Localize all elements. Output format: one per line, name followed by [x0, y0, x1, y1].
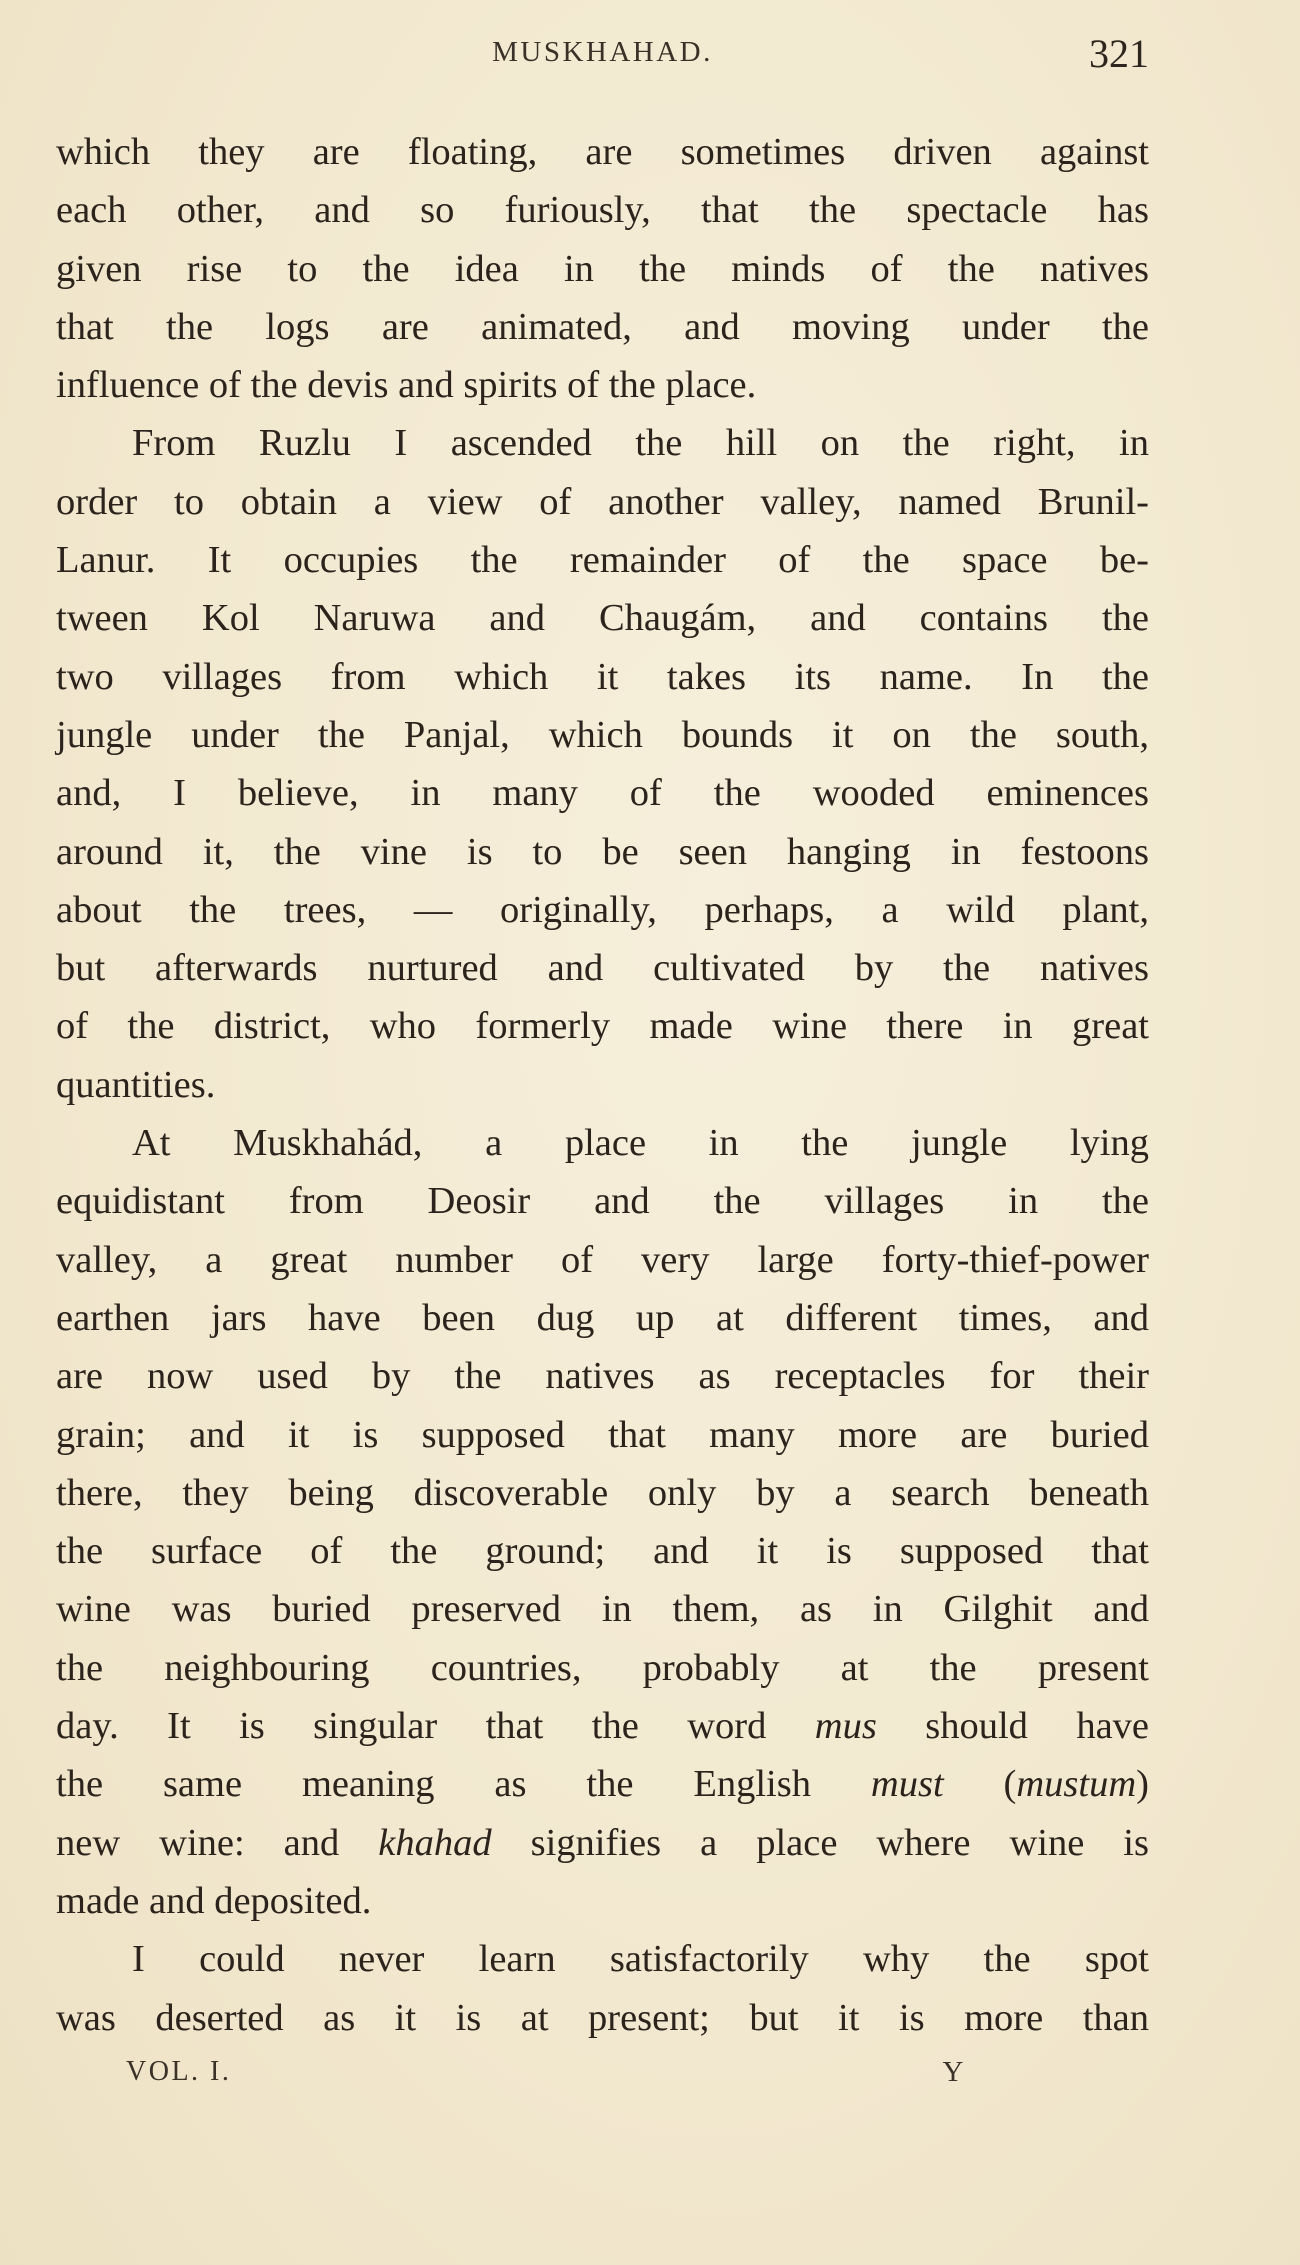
- running-title: MUSKHAHAD.: [492, 36, 713, 68]
- text-line: [56, 473, 1149, 531]
- text-segment: but afterwards nurtured and cultivated by the natives: [56, 947, 1149, 990]
- text-segment: equidistant from Deosir and the villages in the: [56, 1180, 1149, 1223]
- text-line: [56, 997, 1149, 1055]
- text-segment: given rise to the idea in the minds of the natives: [56, 247, 1149, 290]
- text-segment: At Muskhahád, a place in the jungle lying: [132, 1122, 1149, 1165]
- text-line: [56, 1231, 1149, 1289]
- text-line: [56, 939, 1149, 997]
- page-number: 321: [1089, 31, 1149, 76]
- text-line: [56, 298, 1149, 356]
- italic-word: khahad: [378, 1821, 492, 1864]
- italic-word: mus: [814, 1705, 877, 1748]
- text-segment: From Ruzlu I ascended the hill on the right, in: [132, 422, 1149, 465]
- text-segment: and, I believe, in many of the wooded eminences: [56, 772, 1149, 815]
- text-line: [56, 823, 1149, 881]
- text-line: [56, 181, 1149, 239]
- text-line: [56, 881, 1149, 939]
- text-line: [56, 1989, 1149, 2047]
- text-line: [56, 764, 1149, 822]
- text-segment: earthen jars have been dug up at different times, and: [56, 1296, 1149, 1339]
- text-segment: two villages from which it takes its name. In the: [56, 655, 1149, 698]
- text-segment: was deserted as it is at present; but it is more than: [56, 1996, 1149, 2039]
- text-line: [56, 1114, 1149, 1172]
- text-segment: valley, a great number of very large forty-thief-power: [56, 1238, 1149, 1281]
- text-segment: there, they being discoverable only by a search beneath: [56, 1471, 1149, 1514]
- text-line: [56, 531, 1149, 589]
- text-line: [56, 1697, 1149, 1755]
- volume-label: VOL. I.: [126, 2056, 232, 2087]
- text-line: [56, 1814, 1149, 1872]
- text-line: [56, 240, 1149, 298]
- text-segment: that the logs are animated, and moving under the: [56, 305, 1149, 348]
- page-footer: [126, 2056, 966, 2096]
- text-line: [56, 589, 1149, 647]
- text-segment: order to obtain a view of another valley, named Brunil-: [56, 480, 1149, 523]
- text-line: [56, 1464, 1149, 1522]
- text-segment: jungle under the Panjal, which bounds it on the south,: [56, 713, 1149, 756]
- text-line: [56, 356, 1149, 414]
- text-line: [56, 1347, 1149, 1405]
- text-line: [56, 1930, 1149, 1988]
- text-line: [56, 1289, 1149, 1347]
- text-segment: the neighbouring countries, probably at the present: [56, 1646, 1149, 1689]
- text-segment: about the trees, — originally, perhaps, a wild plant,: [56, 888, 1149, 931]
- text-line: [56, 1406, 1149, 1464]
- text-segment: grain; and it is supposed that many more are buried: [56, 1413, 1149, 1456]
- text-segment: tween Kol Naruwa and Chaugám, and contains the: [56, 597, 1149, 640]
- text-line: [56, 1522, 1149, 1580]
- text-segment: wine was buried preserved in them, as in Gilghit and: [56, 1588, 1149, 1631]
- italic-word: mustum: [1016, 1763, 1137, 1806]
- signature-mark: Y: [942, 2056, 966, 2088]
- text-segment: signifies a place where wine is: [491, 1821, 1149, 1864]
- text-segment: I could never learn satisfactorily why the spot: [132, 1938, 1149, 1981]
- text-segment: day. It is singular that the word: [56, 1705, 815, 1748]
- text-line: [56, 414, 1149, 472]
- text-segment: (: [943, 1763, 1017, 1806]
- italic-word: must: [870, 1763, 944, 1806]
- body-text: [56, 123, 1149, 2047]
- text-segment: Lanur. It occupies the remainder of the space be-: [56, 539, 1149, 582]
- text-segment: each other, and so furiously, that the spectacle has: [56, 189, 1149, 232]
- text-segment: influence of the devis and spirits of the place.: [56, 364, 757, 407]
- text-line: [56, 1755, 1149, 1813]
- text-line: [56, 1580, 1149, 1638]
- text-segment: the surface of the ground; and it is supposed that: [56, 1530, 1149, 1573]
- text-line: [56, 706, 1149, 764]
- text-line: [56, 1872, 1149, 1930]
- text-line: [56, 123, 1149, 181]
- text-segment: which they are floating, are sometimes driven against: [56, 131, 1149, 173]
- text-line: [56, 1639, 1149, 1697]
- text-segment: new wine: and: [56, 1821, 379, 1864]
- text-segment: are now used by the natives as receptacles for their: [56, 1355, 1149, 1398]
- text-segment: of the district, who formerly made wine there in great: [56, 1005, 1149, 1048]
- text-segment: should have: [876, 1705, 1150, 1748]
- text-segment: made and deposited.: [56, 1879, 372, 1922]
- text-segment: the same meaning as the English: [56, 1763, 871, 1806]
- text-line: [56, 1172, 1149, 1230]
- text-segment: ): [1136, 1763, 1149, 1806]
- text-line: [56, 648, 1149, 706]
- text-segment: quantities.: [56, 1063, 216, 1106]
- running-head: [56, 31, 1149, 76]
- text-line: [56, 1056, 1149, 1114]
- text-segment: around it, the vine is to be seen hanging in festoons: [56, 830, 1149, 873]
